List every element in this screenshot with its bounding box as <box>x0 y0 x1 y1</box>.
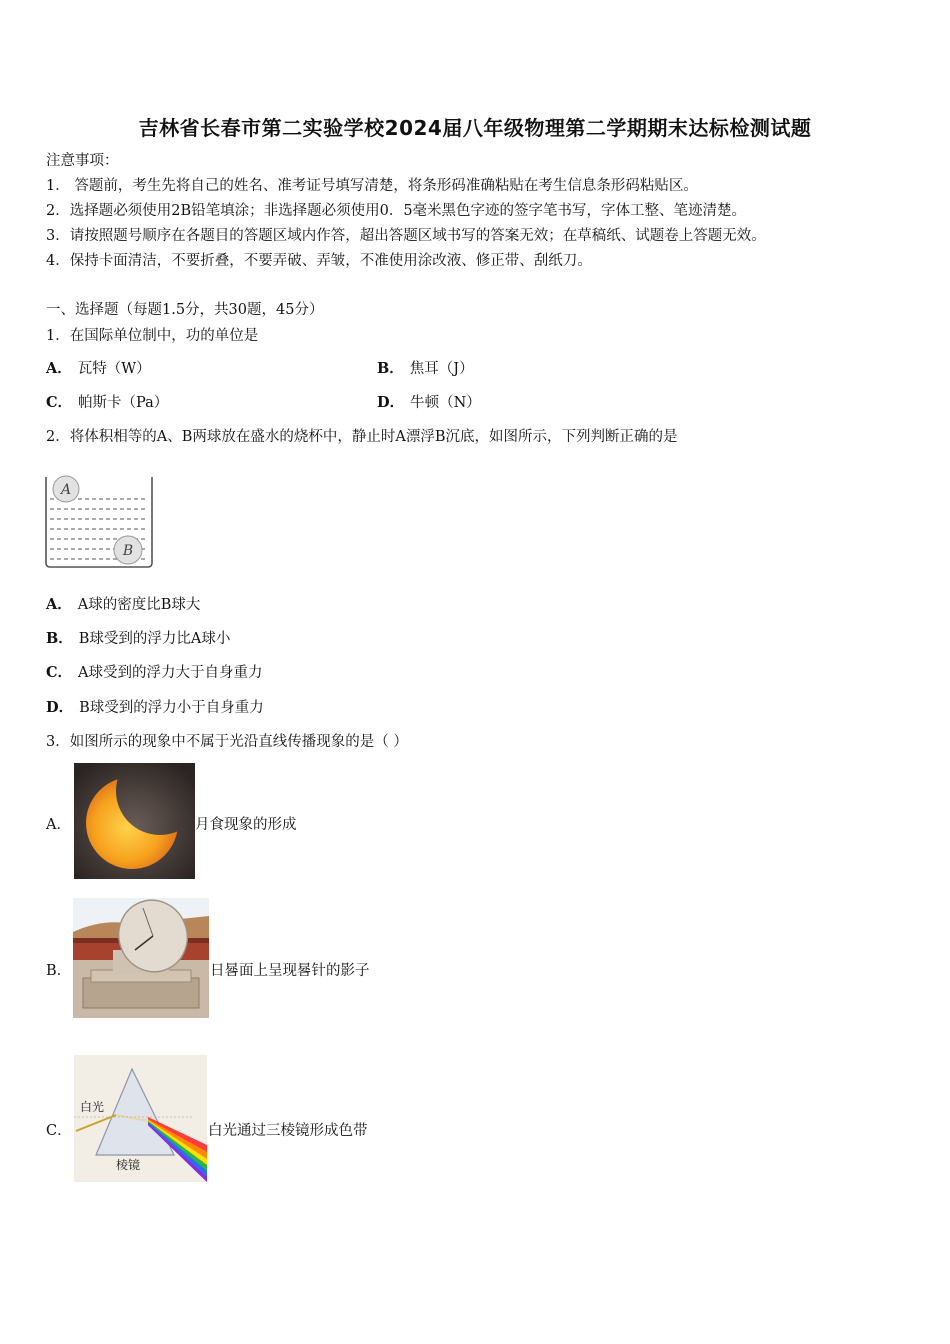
option-text: 焦耳（J） <box>409 361 474 377</box>
page-title: 吉林省长春市第二实验学校2024届八年级物理第二学期期末达标检测试题 <box>138 116 812 140</box>
q3-option-a-text: 月食现象的形成 <box>195 817 297 833</box>
option-label: B． <box>377 360 404 377</box>
option-label: A． <box>46 596 72 613</box>
q3-option-c-text: 白光通过三棱镜形成色带 <box>208 1123 368 1139</box>
q1-option-d <box>377 393 481 413</box>
white-light-label: 白光 <box>80 1100 105 1114</box>
q1-option-c <box>46 393 168 413</box>
option-label: D． <box>377 394 405 411</box>
option-text: 瓦特（W） <box>77 361 151 377</box>
option-text: B球受到的浮力比A球小 <box>78 631 231 647</box>
section-heading: 一、选择题（每题1.5分，共30题，45分） <box>46 302 324 318</box>
q3-option-a-label: A． <box>46 817 71 833</box>
q1-option-b <box>377 359 474 379</box>
option-text: A球的密度比B球大 <box>77 597 201 613</box>
q3-option-c-label: C． <box>46 1123 72 1139</box>
ball-a-label: A <box>60 482 72 498</box>
ball-b-label: B <box>122 543 134 559</box>
q1-option-a <box>46 359 151 379</box>
option-text: 帕斯卡（Pa） <box>78 395 169 411</box>
q2-option-c <box>46 663 263 683</box>
note-item-3: 3．请按照题号顺序在各题目的答题区域内作答，超出答题区域书写的答案无效；在草稿纸、试题卷上答题无效。 <box>46 228 766 244</box>
note-item-1: 1． 答题前，考生先将自己的姓名、准考证号填写清楚，将条形码准确粘贴在考生信息条形码粘贴区。 <box>46 178 698 194</box>
note-item-4: 4．保持卡面清洁，不要折叠，不要弄破、弄皱，不准使用涂改液、修正带、刮纸刀。 <box>46 253 592 269</box>
question-3-stem: 3．如图所示的现象中不属于光沿直线传播现象的是（ ） <box>46 734 408 750</box>
option-label: A． <box>46 360 72 377</box>
option-label: B． <box>46 630 73 647</box>
beaker-figure <box>44 473 154 569</box>
option-text: A球受到的浮力大于自身重力 <box>78 665 263 681</box>
q3-option-b-text: 日晷面上呈现晷针的影子 <box>210 963 370 979</box>
q2-option-d <box>46 698 264 718</box>
option-text: B球受到的浮力小于自身重力 <box>79 700 264 716</box>
eclipse-image <box>74 763 195 879</box>
q2-option-b <box>46 629 230 649</box>
sundial-image <box>73 898 209 1018</box>
prism-image <box>74 1055 207 1182</box>
option-label: D． <box>46 699 74 716</box>
question-1-stem: 1．在国际单位制中，功的单位是 <box>46 328 259 344</box>
question-2-stem: 2．将体积相等的A、B两球放在盛水的烧杯中，静止时A漂浮B沉底，如图所示，下列判断正确的是 <box>46 429 678 445</box>
note-item-2: 2．选择题必须使用2B铅笔填涂；非选择题必须使用0．5毫米黑色字迹的签字笔书写，字体工整、笔迹清楚。 <box>46 203 747 219</box>
q3-option-b-label: B． <box>46 963 72 979</box>
option-label: C． <box>46 394 73 411</box>
option-text: 牛顿（N） <box>410 395 481 411</box>
prism-label: 棱镜 <box>116 1158 141 1172</box>
notes-heading: 注意事项： <box>46 153 119 169</box>
q2-option-a <box>46 595 200 615</box>
option-label: C． <box>46 664 73 681</box>
eclipsed-sun <box>86 777 178 869</box>
